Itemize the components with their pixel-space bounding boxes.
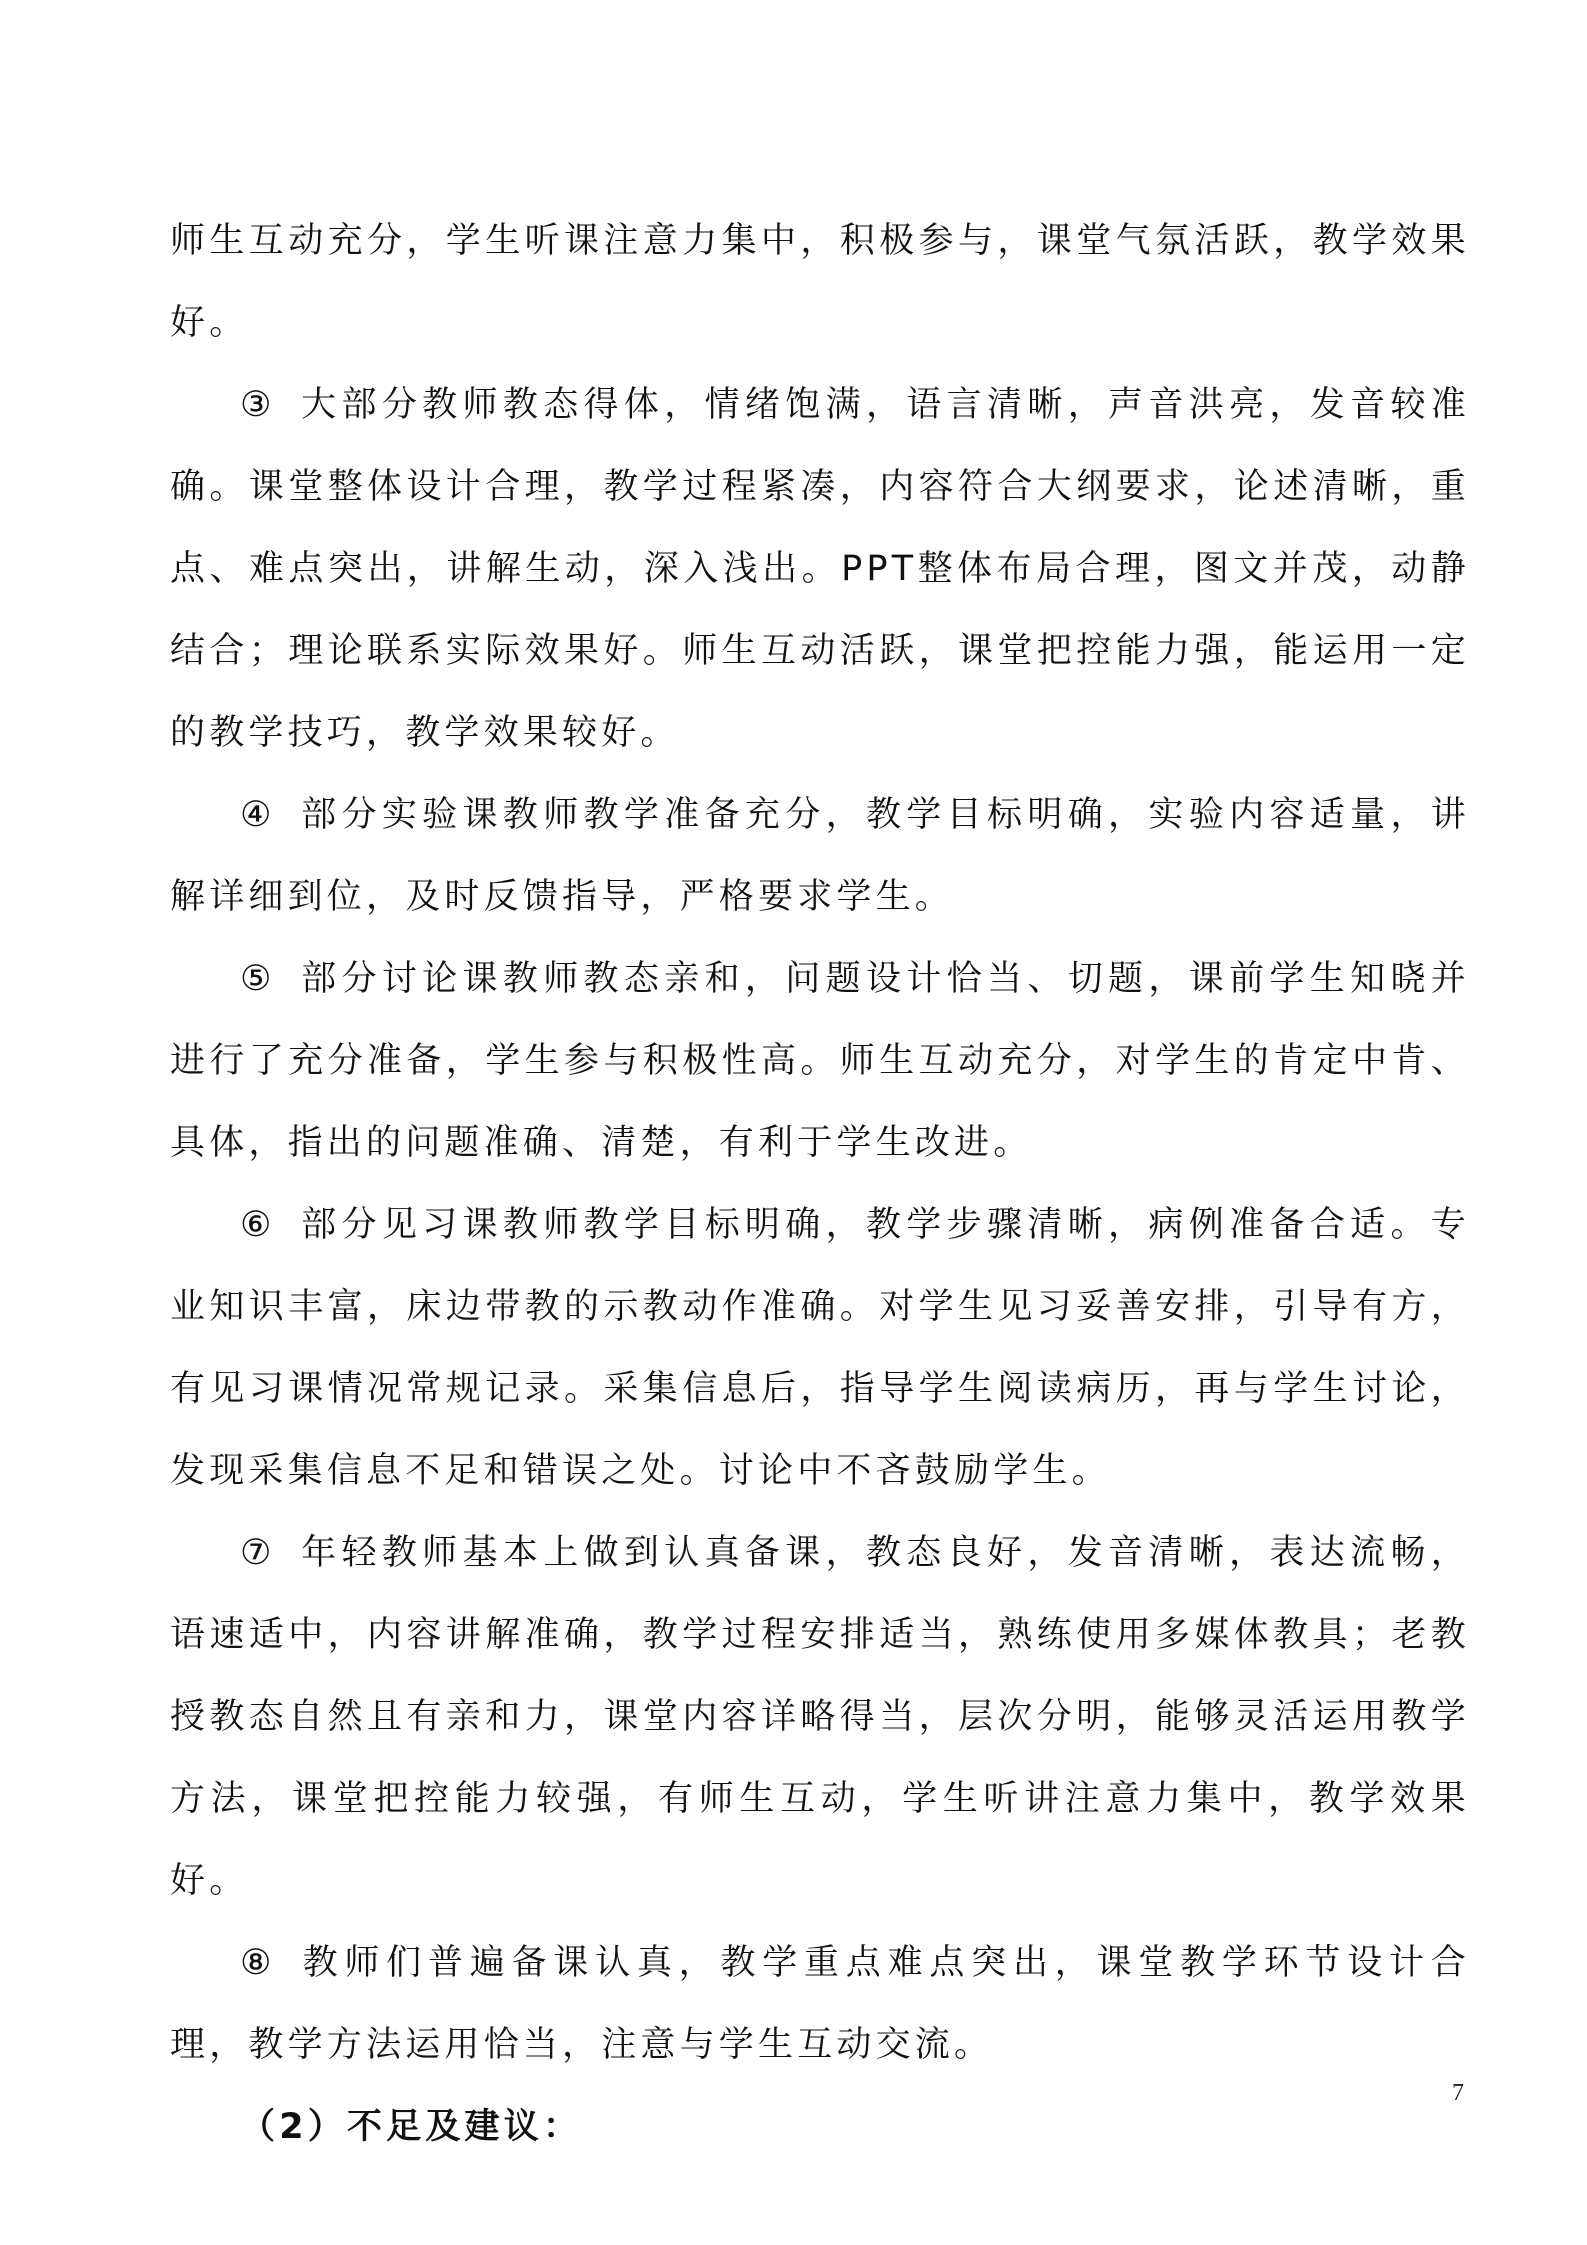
paragraph-text: 教师们普遍备课认真，教学重点难点突出，课堂教学环节设计合理，教学方法运用恰当，注意与学生互动交流。 bbox=[170, 1943, 1470, 2065]
item-number: ⑧ bbox=[240, 1943, 276, 1983]
paragraph-item-7 bbox=[170, 1512, 1470, 1922]
item-number: ③ bbox=[240, 385, 276, 425]
paragraph-item-8 bbox=[170, 1922, 1470, 2086]
item-number: ⑤ bbox=[240, 959, 276, 999]
paragraph-text: 部分讨论课教师教态亲和，问题设计恰当、切题，课前学生知晓并进行了充分准备，学生参与积极性高。师生互动充分，对学生的肯定中肯、具体，指出的问题准确、清楚，有利于学生改进。 bbox=[170, 959, 1470, 1163]
paragraph-item-6 bbox=[170, 1184, 1470, 1512]
item-number: ⑦ bbox=[240, 1533, 276, 1573]
item-number: ④ bbox=[240, 795, 276, 835]
paragraph-continuation bbox=[170, 200, 1470, 364]
paragraph-text: 年轻教师基本上做到认真备课，教态良好，发音清晰，表达流畅，语速适中，内容讲解准确，教学过程安排适当，熟练使用多媒体教具；老教授教态自然且有亲和力，课堂内容详略得当，层次分明，能够灵活运用教学方法，课堂把控能力较强，有师生互动，学生听讲注意力集中，教学效果好。 bbox=[170, 1533, 1470, 1901]
item-number: ⑥ bbox=[240, 1205, 276, 1245]
paragraph-text: 部分见习课教师教学目标明确，教学步骤清晰，病例准备合适。专业知识丰富，床边带教的示教动作准确。对学生见习妥善安排，引导有方，有见习课情况常规记录。采集信息后，指导学生阅读病历，再与学生讨论，发现采集信息不足和错误之处。讨论中不吝鼓励学生。 bbox=[170, 1205, 1470, 1491]
paragraph-item-5 bbox=[170, 938, 1470, 1184]
paragraph-item-3 bbox=[170, 364, 1470, 774]
body-text bbox=[170, 200, 1470, 2168]
section-heading: （2）不足及建议： bbox=[240, 2107, 583, 2147]
paragraph-text: 师生互动充分，学生听课注意力集中，积极参与，课堂气氛活跃，教学效果好。 bbox=[170, 221, 1470, 343]
paragraph-text: 大部分教师教态得体，情绪饱满，语言清晰，声音洪亮，发音较准确。课堂整体设计合理，教学过程紧凑，内容符合大纲要求，论述清晰，重点、难点突出，讲解生动，深入浅出。PPT整体布局合理，图文并茂，动静结合；理论联系实际效果好。师生互动活跃，课堂把控能力强，能运用一定的教学技巧，教学效果较好。 bbox=[170, 385, 1470, 753]
page-number: 7 bbox=[1452, 2080, 1464, 2106]
paragraph-text: 部分实验课教师教学准备充分，教学目标明确，实验内容适量，讲解详细到位，及时反馈指导，严格要求学生。 bbox=[170, 795, 1470, 917]
paragraph-item-4 bbox=[170, 774, 1470, 938]
